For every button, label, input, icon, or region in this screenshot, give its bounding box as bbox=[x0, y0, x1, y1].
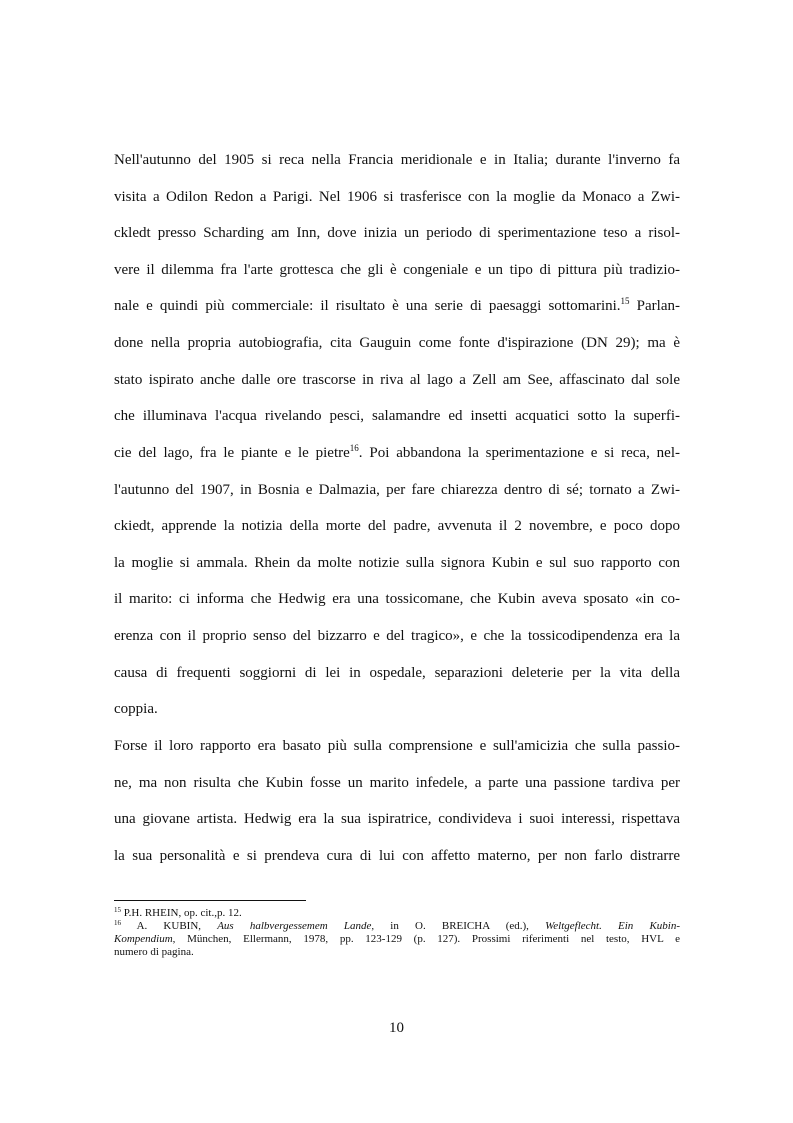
body-line: una giovane artista. Hedwig era la sua ispiratrice, condivideva i suoi interessi, rispettava bbox=[114, 811, 680, 827]
body-line: erenza con il proprio senso del bizzarro e del tragico», e che la tossicodipendenza era la bbox=[114, 628, 680, 644]
footnote-15 bbox=[114, 907, 680, 920]
body-text: . Poi abbandona la sperimentazione e si reca, nel- bbox=[358, 445, 680, 461]
footnote-number: 16 bbox=[114, 919, 121, 927]
footnote-number: 15 bbox=[114, 906, 121, 914]
body-line bbox=[114, 297, 680, 315]
footnote-ref-15[interactable]: 15 bbox=[620, 296, 630, 306]
body-text: nale e quindi più commerciale: il risultato è una serie di paesaggi sottomarini. bbox=[114, 298, 621, 314]
body-line: Nell'autunno del 1905 si reca nella Francia meridionale e in Italia; durante l'inverno fa bbox=[114, 152, 680, 168]
body-line: vere il dilemma fra l'arte grottesca che gli è congeniale e un tipo di pittura più tradizio- bbox=[114, 262, 680, 278]
body-line: coppia. bbox=[114, 701, 158, 717]
body-line: ne, ma non risulta che Kubin fosse un marito infedele, a parte una passione tardiva per bbox=[114, 775, 680, 791]
footnote-text: München, Ellermann, 1978, pp. 123-129 (p. 127). Prossimi riferimenti nel testo, HVL e bbox=[175, 933, 680, 945]
body-line: causa di frequenti soggiorni di lei in ospedale, separazioni deleterie per la vita della bbox=[114, 665, 680, 681]
body-line bbox=[114, 444, 680, 462]
body-line: la sua personalità e si prendeva cura di lui con affetto materno, per non farlo distrarre bbox=[114, 848, 680, 864]
body-line: visita a Odilon Redon a Parigi. Nel 1906 si trasferisce con la moglie da Monaco a Zwi- bbox=[114, 189, 680, 205]
footnote-ref-16[interactable]: 16 bbox=[349, 443, 359, 453]
body-line: ckledt presso Scharding am Inn, dove inizia un periodo di sperimentazione teso a risol- bbox=[114, 225, 680, 241]
body-line: la moglie si ammala. Rhein da molte notizie sulla signora Kubin e sul suo rapporto con bbox=[114, 555, 680, 571]
body-line: Forse il loro rapporto era basato più sulla comprensione e sull'amicizia che sulla passio- bbox=[114, 738, 680, 754]
footnote-title: Aus halbvergessemem Lande, bbox=[217, 920, 375, 932]
footnote-separator bbox=[114, 900, 306, 901]
footnote-16 bbox=[114, 920, 680, 959]
footnote-text: in O. BREICHA (ed.), bbox=[374, 920, 546, 932]
page-number: 10 bbox=[389, 1020, 404, 1036]
body-line: done nella propria autobiografia, cita Gauguin come fonte d'ispirazione (DN 29); ma è bbox=[114, 335, 680, 351]
footnote-text: numero di pagina. bbox=[114, 946, 194, 958]
body-text: Parlan- bbox=[629, 298, 680, 314]
footnote-title: Kompendium, bbox=[114, 933, 176, 945]
body-line: l'autunno del 1907, in Bosnia e Dalmazia, per fare chiarezza dentro di sé; tornato a Zwi- bbox=[114, 482, 680, 498]
footnote-text: A. KUBIN, bbox=[121, 920, 218, 932]
footnote-title: Weltgeflecht. Ein Kubin- bbox=[545, 920, 681, 932]
body-line: che illuminava l'acqua rivelando pesci, salamandre ed insetti acquatici sotto la superfi- bbox=[114, 408, 680, 424]
body-line: stato ispirato anche dalle ore trascorse in riva al lago a Zell am See, affascinato dal sole bbox=[114, 372, 680, 388]
body-line: il marito: ci informa che Hedwig era una tossicomane, che Kubin aveva sposato «in co- bbox=[114, 591, 680, 607]
body-text: cie del lago, fra le piante e le pietre bbox=[114, 445, 350, 461]
footnote-text: P.H. RHEIN, op. cit.,p. 12. bbox=[121, 907, 242, 919]
body-line: ckiedt, apprende la notizia della morte del padre, avvenuta il 2 novembre, e poco dopo bbox=[114, 518, 680, 534]
